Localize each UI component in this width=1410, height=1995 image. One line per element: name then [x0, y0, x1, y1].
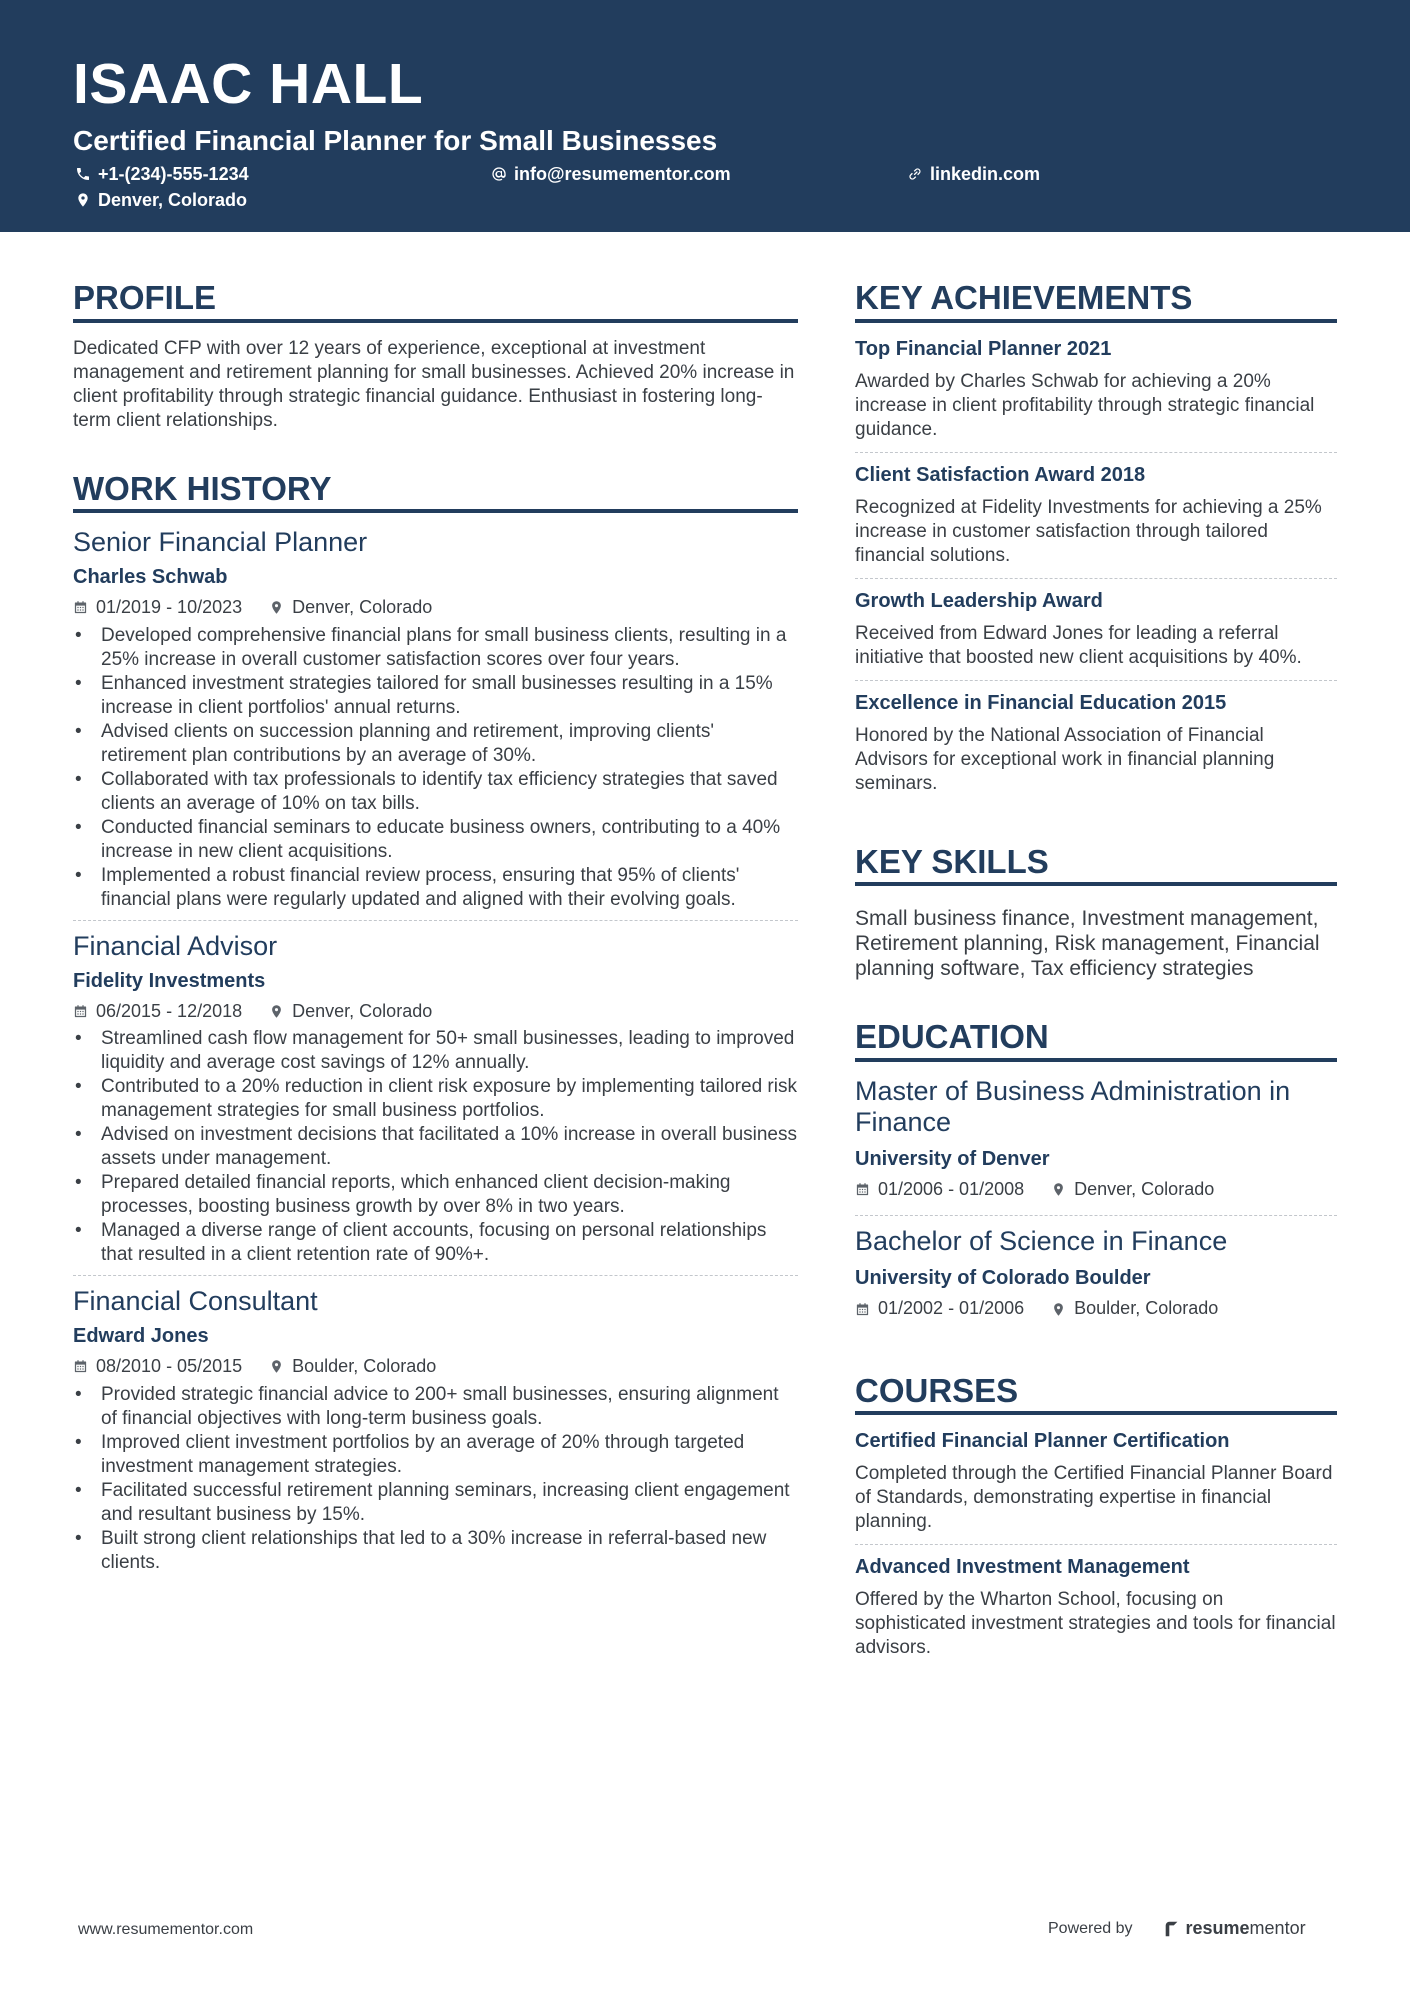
education-section: [855, 1017, 1337, 1335]
job-bullet: • Enhanced investment strategies tailored for small businesses resulting in a 15% increase in client portfolios' annual returns.: [73, 672, 798, 720]
brand-bold: resume: [1185, 1918, 1250, 1938]
job-location: Denver, Colorado: [292, 1000, 433, 1021]
achievements-section: [855, 278, 1337, 806]
profile-section: [73, 278, 798, 433]
achievement-title: Growth Leadership Award: [855, 589, 1103, 612]
location-pin-icon: [269, 1004, 284, 1019]
job-company: Edward Jones: [73, 1325, 209, 1348]
education-heading: EDUCATION: [855, 1017, 1337, 1062]
link-icon: [907, 166, 923, 182]
job-bullet: • Built strong client relationships that led to a 30% increase in referral-based new clients.: [73, 1527, 798, 1575]
calendar-icon: [855, 1182, 870, 1197]
courses-section: [855, 1371, 1337, 1671]
phone-text: +1-(234)-555-1234: [98, 164, 249, 184]
skills-text: Small business finance, Investment management, Retirement planning, Risk management, Financial planning software, Tax efficiency strategies: [855, 907, 1320, 981]
education-location: Denver, Colorado: [1074, 1178, 1215, 1199]
job-entry: [73, 1275, 798, 1582]
job-role: Financial Advisor: [73, 930, 278, 961]
location-pin-icon: [269, 1359, 284, 1374]
location-text: Denver, Colorado: [98, 190, 248, 210]
achievements-heading: KEY ACHIEVEMENTS: [855, 278, 1337, 323]
email-text: info@resumementor.com: [514, 164, 731, 184]
location-pin-icon: [1051, 1302, 1066, 1317]
brand-logo[interactable]: [1163, 1918, 1306, 1939]
education-meta: [855, 1297, 1337, 1320]
job-bullet: • Managed a diverse range of client accounts, focusing on personal relationships that resulted in a client retention rate of 90%+.: [73, 1219, 798, 1267]
courses-heading: COURSES: [855, 1371, 1337, 1416]
job-bullet: • Implemented a robust financial review process, ensuring that 95% of clients' financial plans were regularly updated and aligned with their evolving goals.: [73, 864, 798, 912]
candidate-title: Certified Financial Planner for Small Businesses: [73, 125, 718, 156]
footer-website[interactable]: www.resumementor.com: [78, 1921, 254, 1938]
job-bullets: [73, 1383, 798, 1575]
job-meta: [73, 596, 798, 619]
job-bullet: • Streamlined cash flow management for 50+ small businesses, leading to improved liquidity and average cost savings of 12% annually.: [73, 1027, 798, 1075]
location-pin-icon: [269, 600, 284, 615]
education-meta: [855, 1178, 1337, 1201]
job-role: Senior Financial Planner: [73, 527, 368, 558]
job-dates: 01/2019 - 10/2023: [96, 597, 243, 618]
education-location: Boulder, Colorado: [1074, 1298, 1219, 1319]
phone-icon: [75, 166, 91, 182]
course-item: [855, 1544, 1337, 1670]
location-pin-icon: [1051, 1182, 1066, 1197]
brand-mark-icon: [1163, 1920, 1181, 1938]
calendar-icon: [73, 1359, 88, 1374]
education-dates: 01/2006 - 01/2008: [878, 1178, 1025, 1199]
job-bullet: • Advised on investment decisions that facilitated a 10% increase in overall business assets under management.: [73, 1123, 798, 1171]
right-column: [855, 278, 1337, 1706]
skills-section: [855, 842, 1337, 982]
job-role: Financial Consultant: [73, 1286, 318, 1317]
powered-by-label: Powered by: [1048, 1919, 1133, 1937]
location-pin-icon: [75, 192, 91, 208]
job-company: Fidelity Investments: [73, 969, 266, 992]
job-bullet: • Collaborated with tax professionals to identify tax efficiency strategies that saved clients an average of 10% on tax bills.: [73, 768, 798, 816]
education-dates: 01/2002 - 01/2006: [878, 1298, 1025, 1319]
education-item: [855, 1076, 1337, 1215]
calendar-icon: [73, 600, 88, 615]
education-degree: Bachelor of Science in Finance: [855, 1226, 1228, 1257]
profile-text: Dedicated CFP with over 12 years of experience, exceptional at investment management and retirement planning for small businesses. Achieved 20% increase in client profitability through strategic financial guidance. Enthusiast in fostering long-term client relationships.: [73, 337, 795, 431]
left-column: [73, 278, 798, 1619]
candidate-name: ISAAC HALL: [73, 52, 424, 116]
job-entry: [73, 527, 798, 919]
at-icon: [491, 166, 507, 182]
course-title: Certified Financial Planner Certification: [855, 1430, 1230, 1453]
education-degree: Master of Business Administration in Finance: [855, 1075, 1291, 1137]
education-item: [855, 1215, 1337, 1334]
job-bullets: [73, 1027, 798, 1267]
work-history-heading: WORK HISTORY: [73, 469, 798, 514]
job-entry: [73, 920, 798, 1275]
contact-location: [75, 191, 247, 209]
job-bullet: • Conducted financial seminars to educate business owners, contributing to a 40% increase in new client acquisitions.: [73, 816, 798, 864]
achievement-item: [855, 680, 1337, 806]
achievement-title: Excellence in Financial Education 2015: [855, 691, 1227, 714]
achievement-desc: Received from Edward Jones for leading a referral initiative that boosted new client acquisitions by 40%.: [855, 622, 1302, 668]
course-item: [855, 1429, 1337, 1544]
achievement-desc: Honored by the National Association of Financial Advisors for exceptional work in financial planning seminars.: [855, 724, 1275, 794]
education-school: University of Denver: [855, 1147, 1050, 1170]
job-meta: [73, 1355, 798, 1378]
job-dates: 08/2010 - 05/2015: [96, 1356, 243, 1377]
achievement-title: Top Financial Planner 2021: [855, 337, 1112, 360]
course-title: Advanced Investment Management: [855, 1556, 1190, 1579]
job-bullet: • Facilitated successful retirement planning seminars, increasing client engagement and resultant business by 15%.: [73, 1479, 798, 1527]
job-bullet: • Improved client investment portfolios by an average of 20% through targeted investment management strategies.: [73, 1431, 798, 1479]
skills-heading: KEY SKILLS: [855, 842, 1337, 887]
header-banner: [0, 0, 1410, 232]
achievement-desc: Recognized at Fidelity Investments for achieving a 25% increase in customer satisfaction through tailored financial solutions.: [855, 496, 1322, 566]
contact-email[interactable]: [491, 165, 731, 183]
achievement-item: [855, 578, 1337, 680]
job-bullet: • Contributed to a 20% reduction in client risk exposure by implementing tailored risk management strategies for small business portfolios.: [73, 1075, 798, 1123]
course-desc: Completed through the Certified Financial Planner Board of Standards, demonstrating expertise in financial planning.: [855, 1463, 1333, 1533]
job-location: Denver, Colorado: [292, 597, 433, 618]
calendar-icon: [73, 1004, 88, 1019]
job-bullet: • Prepared detailed financial reports, which enhanced client decision-making processes, boosting business growth by over 8% in two years.: [73, 1171, 798, 1219]
job-location: Boulder, Colorado: [292, 1356, 437, 1377]
job-bullet: • Advised clients on succession planning and retirement, improving clients' retirement plan contributions by an average of 30%.: [73, 720, 798, 768]
footer-powered: [1048, 1918, 1306, 1939]
job-bullets: [73, 624, 798, 912]
achievement-desc: Awarded by Charles Schwab for achieving a 20% increase in client profitability through strategic financial guidance.: [855, 370, 1315, 440]
achievement-item: [855, 452, 1337, 578]
job-bullet: • Developed comprehensive financial plans for small business clients, resulting in a 25% increase in overall customer satisfaction scores over four years.: [73, 624, 798, 672]
job-dates: 06/2015 - 12/2018: [96, 1000, 243, 1021]
job-meta: [73, 1000, 798, 1023]
contact-linkedin[interactable]: [907, 165, 1040, 183]
job-company: Charles Schwab: [73, 566, 228, 589]
linkedin-text: linkedin.com: [930, 164, 1041, 184]
achievement-item: [855, 337, 1337, 452]
achievement-title: Client Satisfaction Award 2018: [855, 463, 1146, 486]
contact-phone[interactable]: [75, 165, 249, 183]
course-desc: Offered by the Wharton School, focusing on sophisticated investment strategies and tools for financial advisors.: [855, 1589, 1336, 1659]
profile-heading: PROFILE: [73, 278, 798, 323]
work-history-section: [73, 469, 798, 1583]
job-bullet: • Provided strategic financial advice to 200+ small businesses, ensuring alignment of financial objectives with long-term business goals.: [73, 1383, 798, 1431]
brand-light: mentor: [1249, 1918, 1306, 1938]
calendar-icon: [855, 1302, 870, 1317]
education-school: University of Colorado Boulder: [855, 1267, 1151, 1290]
